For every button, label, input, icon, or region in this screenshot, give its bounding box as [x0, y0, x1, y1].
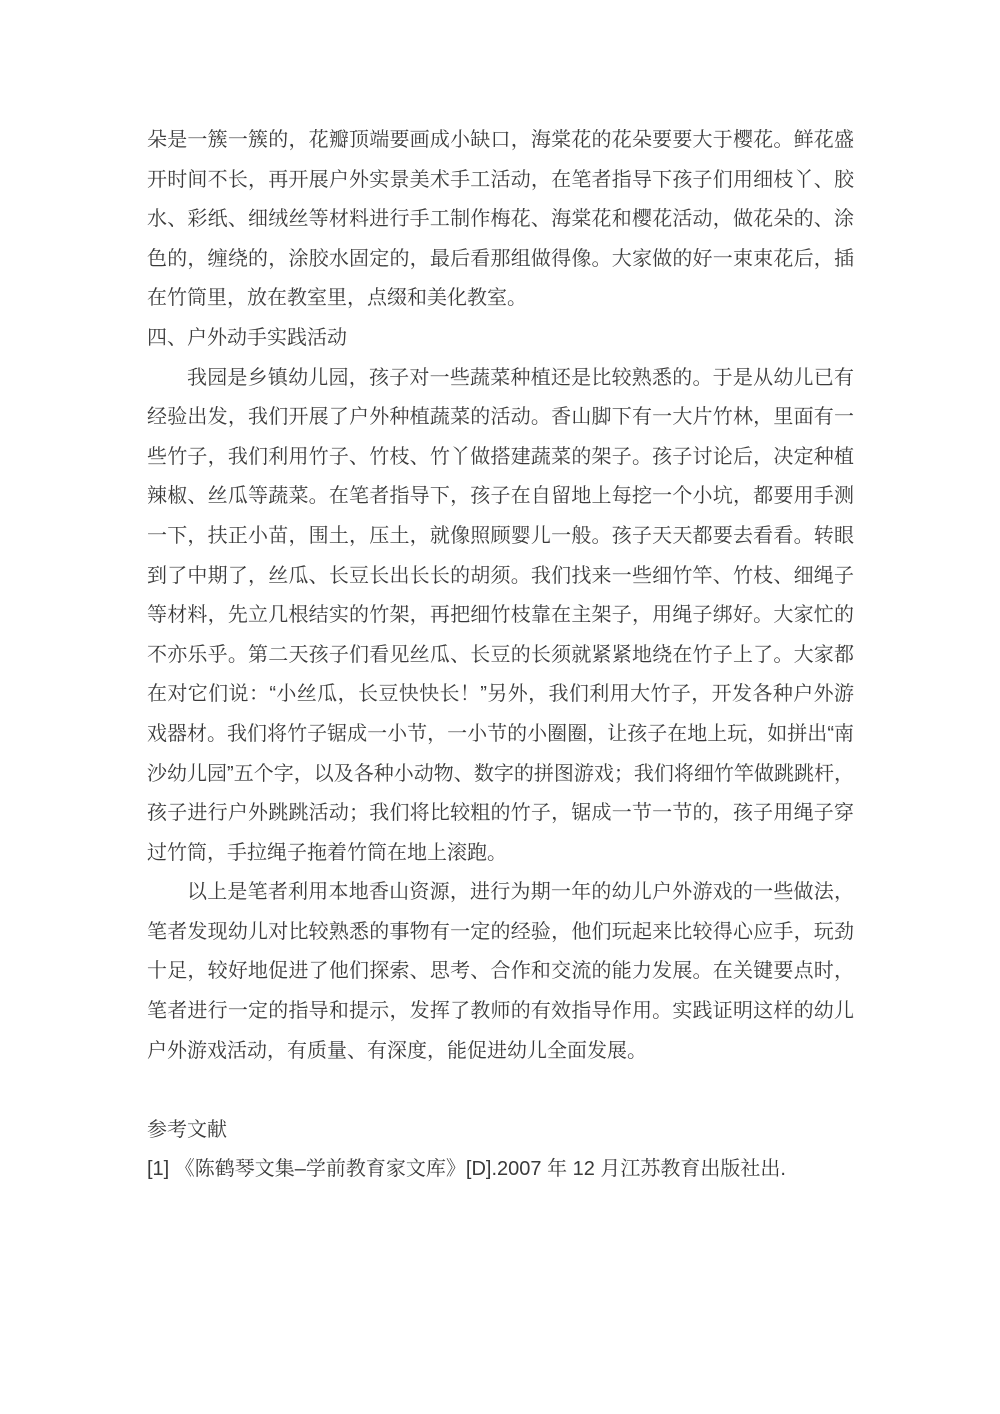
reference-item-1: [1] 《陈鹤琴文集–学前教育家文库》[D].2007 年 12 月江苏教育出版社出.	[147, 1158, 786, 1181]
body-paragraph-summary: 以上是笔者利用本地香山资源，进行为期一年的幼儿户外游戏的一些做法，笔者发现幼儿对比较熟悉的事物有一定的经验，他们玩起来比较得心应手，玩劲十足，较好地促进了他们探索、思考、合作和交流的能力发展。在关键要点时，笔者进行一定的指导和提示，发挥了教师的有效指导作用。实践证明这样的幼儿户外游戏活动，有质量、有深度，能促进幼儿全面发展。	[147, 881, 854, 1062]
body-paragraph-flower-craft: 朵是一簇一簇的，花瓣顶端要画成小缺口，海棠花的花朵要要大于樱花。鲜花盛开时间不长，再开展户外实景美术手工活动，在笔者指导下孩子们用细枝丫、胶水、彩纸、细绒丝等材料进行手工制作梅花、海棠花和樱花活动，做花朵的、涂色的，缠绕的，涂胶水固定的，最后看那组做得像。大家做的好一束束花后，插在竹筒里，放在教室里，点缀和美化教室。	[147, 129, 854, 310]
body-paragraph-vegetable-planting: 我园是乡镇幼儿园，孩子对一些蔬菜种植还是比较熟悉的。于是从幼儿已有经验出发，我们开展了户外种植蔬菜的活动。香山脚下有一大片竹林，里面有一些竹子，我们利用竹子、竹枝、竹丫做搭建蔬菜的架子。孩子讨论后，决定种植辣椒、丝瓜等蔬菜。在笔者指导下，孩子在自留地上每挖一个小坑，都要用手测一下，扶正小苗，围土，压土，就像照顾婴儿一般。孩子天天都要去看看。转眼到了中期了，丝瓜、长豆长出长长的胡须。我们找来一些细竹竿、竹枝、细绳子等材料，先立几根结实的竹架，再把细竹枝靠在主架子，用绳子绑好。大家忙的不亦乐乎。第二天孩子们看见丝瓜、长豆的长须就紧紧地绕在竹子上了。大家都在对它们说：“小丝瓜，长豆快快长！”另外，我们利用大竹子，开发各种户外游戏器材。我们将竹子锯成一小节，一小节的小圈圈，让孩子在地上玩，如拼出“南沙幼儿园”五个字，以及各种小动物、数字的拼图游戏；我们将细竹竿做跳跳杆，孩子进行户外跳跳活动；我们将比较粗的竹子，锯成一节一节的，孩子用绳子穿过竹筒，手拉绳子拖着竹筒在地上滚跑。	[147, 366, 854, 864]
blank-line	[147, 1071, 854, 1111]
section-heading-four: 四、户外动手实践活动	[147, 326, 347, 349]
references-title: 参考文献	[147, 1118, 227, 1141]
page-text-block	[147, 121, 854, 1190]
